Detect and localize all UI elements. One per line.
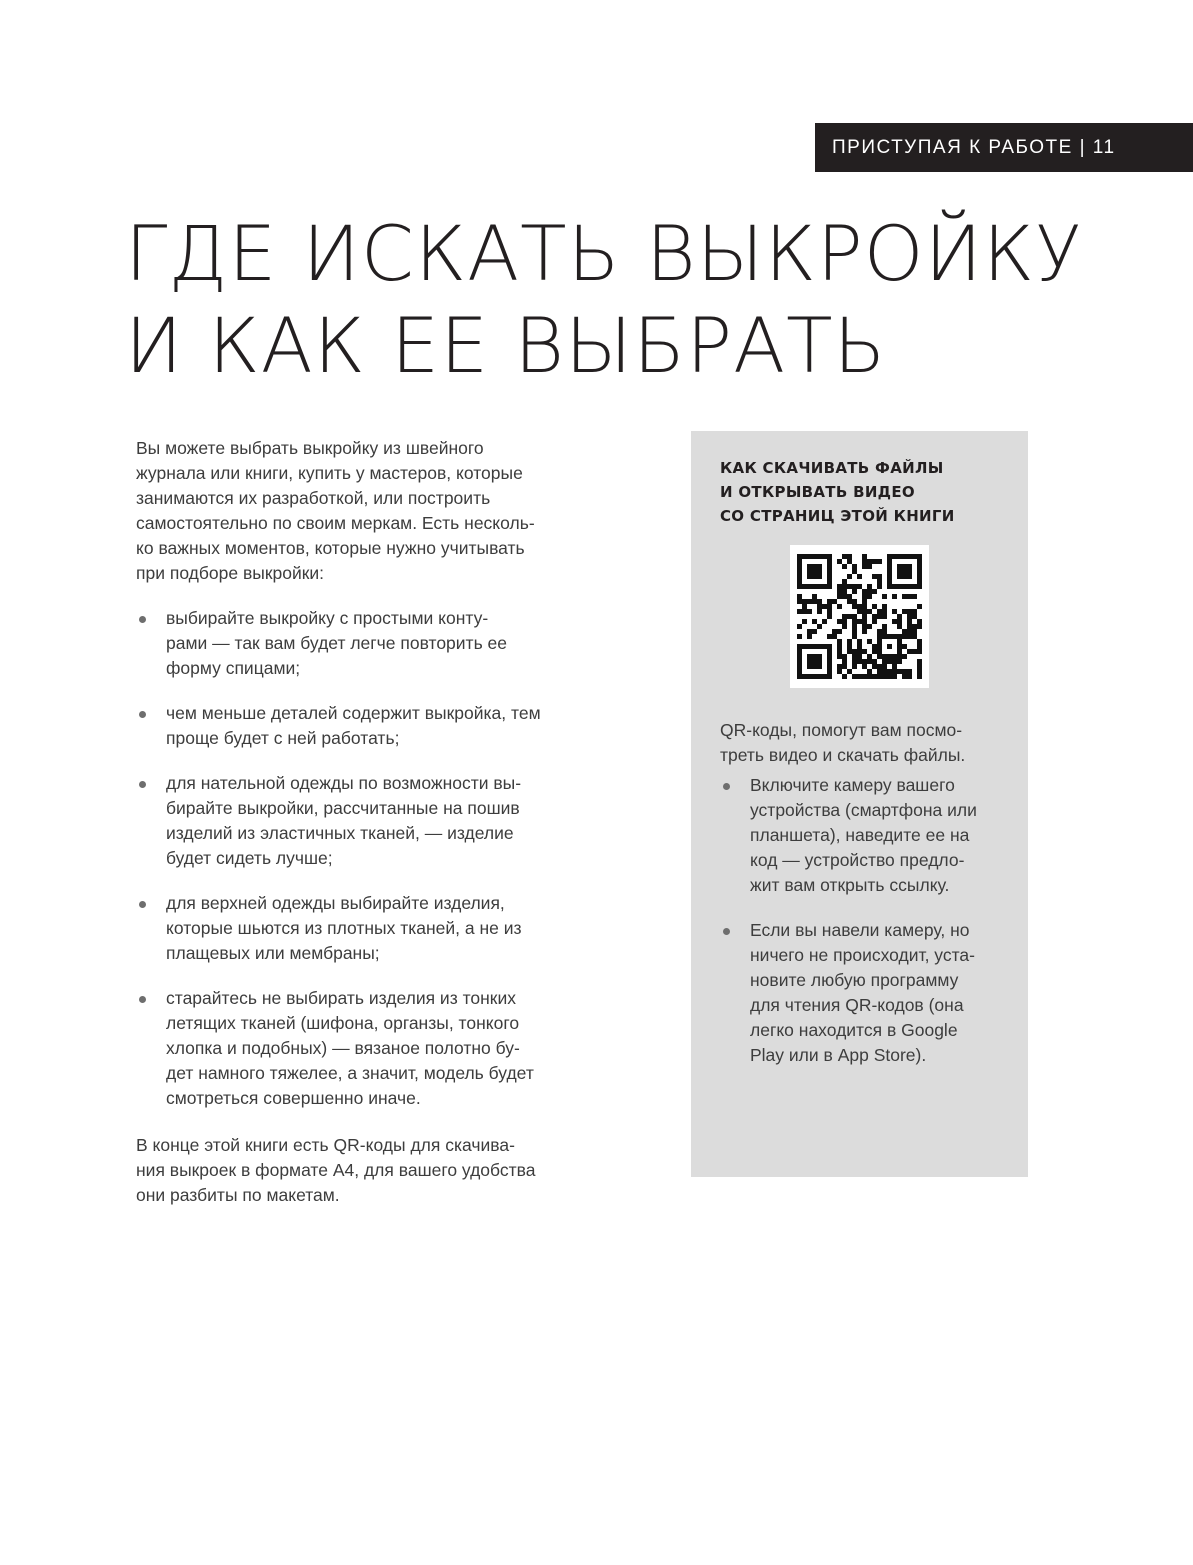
bullet-icon: [139, 901, 146, 908]
tips-list: [136, 606, 576, 1111]
list-item-line: рами — так вам будет легче повторить ее: [166, 633, 508, 653]
list-item-line: будет сидеть лучше;: [166, 848, 333, 868]
bullet-icon: [723, 783, 730, 790]
outro-line: они разбиты по макетам.: [136, 1185, 340, 1205]
page-title: [125, 208, 1082, 392]
bullet-icon: [139, 781, 146, 788]
list-item-line: хлопка и подобных) — вязаное полотно бу-: [166, 1038, 520, 1058]
qr-code-icon[interactable]: [790, 545, 929, 688]
outro-line: ния выкроек в формате А4, для вашего удобства: [136, 1160, 536, 1180]
list-item-line: которые шьются из плотных тканей, а не из: [166, 918, 522, 938]
intro-line: Вы можете выбрать выкройку из швейного: [136, 438, 484, 458]
list-item: [136, 891, 576, 966]
intro-line: при подборе выкройки:: [136, 563, 325, 583]
intro-line: занимаются их разработкой, или построить: [136, 488, 491, 508]
list-item-line: проще будет с ней работать;: [166, 728, 400, 748]
bullet-icon: [139, 616, 146, 623]
intro-line: ко важных моментов, которые нужно учитывать: [136, 538, 525, 558]
list-item-line: летящих тканей (шифона, органзы, тонкого: [166, 1013, 520, 1033]
list-item-line: изделий из эластичных тканей, — изделие: [166, 823, 514, 843]
list-item-line: чем меньше деталей содержит выкройка, тем: [166, 703, 541, 723]
sidebar-text: [720, 718, 1016, 1068]
list-item-line: выбирайте выкройку с простыми конту-: [166, 608, 489, 628]
intro-line: журнала или книги, купить у мастеров, которые: [136, 463, 523, 483]
sidebar-intro-line: треть видео и скачать файлы.: [720, 745, 966, 765]
list-item-line: код — устройство предло-: [750, 850, 965, 870]
sidebar-heading-line: И ОТКРЫВАТЬ ВИДЕО: [720, 483, 915, 501]
list-item-line: новите любую программу: [750, 970, 959, 990]
list-item: [720, 918, 1016, 1068]
list-item-line: жит вам открыть ссылку.: [750, 875, 950, 895]
list-item-line: планшета), наведите ее на: [750, 825, 970, 845]
list-item-line: для чтения QR-кодов (она: [750, 995, 964, 1015]
list-item: [136, 701, 576, 751]
list-item-line: плащевых или мембраны;: [166, 943, 380, 963]
list-item-line: для нательной одежды по возможности вы-: [166, 773, 522, 793]
list-item-line: для верхней одежды выбирайте изделия,: [166, 893, 505, 913]
page-title-line-2: И КАК ЕЕ ВЫБРАТЬ: [125, 301, 887, 390]
sidebar-steps-list: [720, 773, 1016, 1068]
list-item-line: бирайте выкройки, рассчитанные на пошив: [166, 798, 520, 818]
list-item-line: Включите камеру вашего: [750, 775, 955, 795]
list-item-line: смотреться совершенно иначе.: [166, 1088, 421, 1108]
qr-code-graphic: [790, 545, 929, 688]
bullet-icon: [723, 928, 730, 935]
sidebar-heading-line: КАК СКАЧИВАТЬ ФАЙЛЫ: [720, 459, 944, 477]
outro-line: В конце этой книги есть QR-коды для скачива-: [136, 1135, 515, 1155]
sidebar-heading-line: СО СТРАНИЦ ЭТОЙ КНИГИ: [720, 507, 955, 525]
list-item: [136, 606, 576, 681]
list-item: [136, 986, 576, 1111]
list-item-line: старайтесь не выбирать изделия из тонких: [166, 988, 516, 1008]
list-item-line: легко находится в Google: [750, 1020, 958, 1040]
main-column: [136, 436, 576, 1208]
sidebar-heading: [720, 456, 1020, 528]
list-item-line: форму спицами;: [166, 658, 301, 678]
section-header: ПРИСТУПАЯ К РАБОТЕ | 11: [815, 123, 1193, 172]
list-item-line: ничего не происходит, уста-: [750, 945, 975, 965]
qr-info-sidebar: [691, 431, 1028, 1177]
bullet-icon: [139, 996, 146, 1003]
page-title-line-1: ГДЕ ИСКАТЬ ВЫКРОЙКУ: [125, 209, 1083, 298]
list-item-line: устройства (смартфона или: [750, 800, 977, 820]
intro-line: самостоятельно по своим меркам. Есть несколь-: [136, 513, 535, 533]
list-item: [720, 773, 1016, 898]
list-item-line: дет намного тяжелее, а значит, модель будет: [166, 1063, 534, 1083]
sidebar-intro: [720, 718, 1016, 768]
list-item-line: Play или в App Store).: [750, 1045, 927, 1065]
sidebar-intro-line: QR-коды, помогут вам посмо-: [720, 720, 963, 740]
outro-paragraph: [136, 1133, 576, 1208]
bullet-icon: [139, 711, 146, 718]
intro-paragraph: [136, 436, 576, 586]
list-item: [136, 771, 576, 871]
list-item-line: Если вы навели камеру, но: [750, 920, 970, 940]
